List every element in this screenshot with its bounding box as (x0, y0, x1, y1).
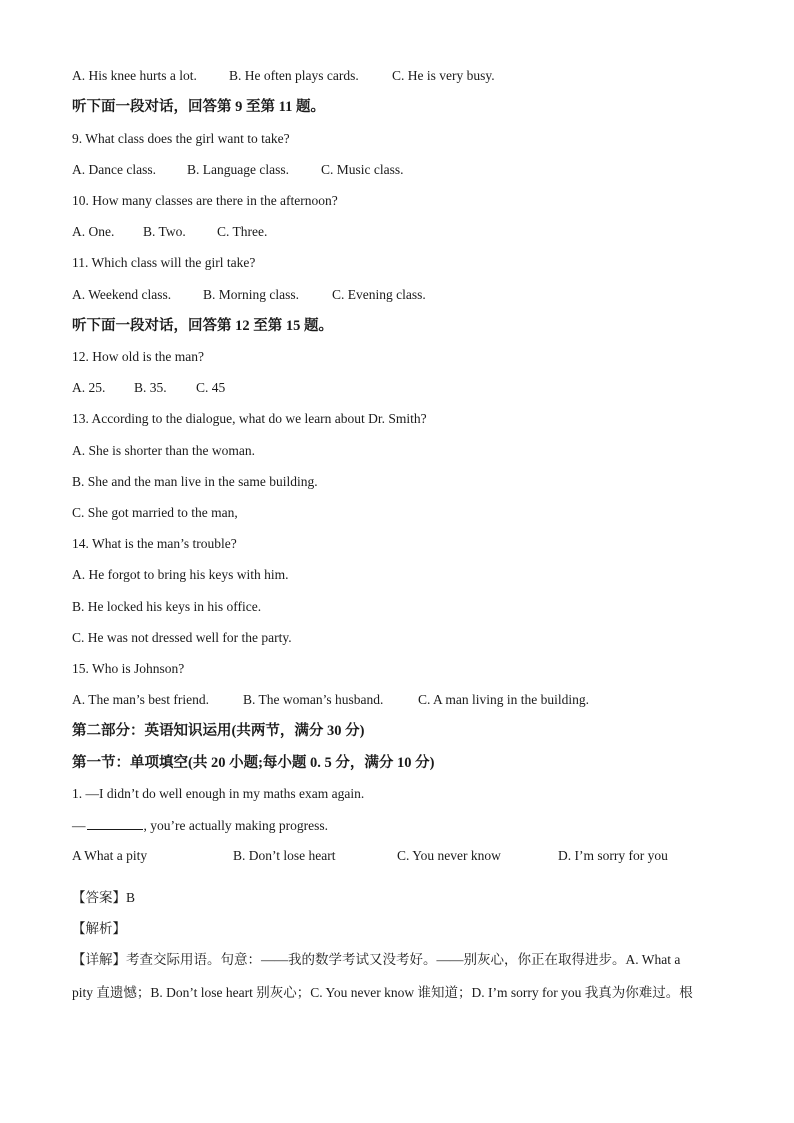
mcq1-option-c: C. You never know (397, 848, 501, 863)
q9-option-b: B. Language class. (187, 162, 289, 177)
answer-label: 【答案】 (72, 890, 126, 905)
q10-option-a: A. One. (72, 224, 115, 239)
q8-option-b: B. He often plays cards. (229, 68, 359, 83)
answer-value: B (126, 890, 136, 905)
q14-option-c: C. He was not dressed well for the party. (72, 630, 292, 645)
q13-option-a: A. She is shorter than the woman. (72, 443, 255, 458)
q10-stem: 10. How many classes are there in the afternoon? (72, 193, 338, 208)
q10-option-b: B. Two. (143, 224, 186, 239)
q13-option-b: B. She and the man live in the same building. (72, 474, 318, 489)
q9-option-a: A. Dance class. (72, 162, 156, 177)
q12-option-c: C. 45 (196, 380, 226, 395)
q10-option-c: C. Three. (217, 224, 268, 239)
q9-option-c: C. Music class. (321, 162, 404, 177)
q12-option-b: B. 35. (134, 380, 167, 395)
q12-option-a: A. 25. (72, 380, 106, 395)
q11-option-b: B. Morning class. (203, 287, 299, 302)
answer-blank (87, 816, 143, 830)
q11-option-a: A. Weekend class. (72, 287, 172, 302)
q13-stem: 13. According to the dialogue, what do we learn about Dr. Smith? (72, 411, 427, 426)
q14-option-b: B. He locked his keys in his office. (72, 599, 262, 614)
part2-heading: 第二部分：英语知识运用(共两节，满分 30 分) (72, 723, 365, 739)
q15-stem: 15. Who is Johnson? (72, 661, 185, 676)
q15-option-b: B. The woman’s husband. (243, 692, 384, 707)
mcq1-line2 (72, 816, 328, 835)
q11-option-c: C. Evening class. (332, 287, 426, 302)
mcq1-option-a: A What a pity (72, 848, 148, 863)
q8-option-c: C. He is very busy. (392, 68, 495, 83)
mcq1-line2-suffix: , you’re actually making progress. (143, 818, 328, 833)
mcq1-option-d: D. I’m sorry for you (558, 848, 668, 863)
q12-stem: 12. How old is the man? (72, 349, 204, 364)
q11-stem: 11. Which class will the girl take? (72, 255, 256, 270)
detail-text-1: 考查交际用语。句意：——我的数学考试又没考好。——别灰心，你正在取得进步。A. What a (126, 952, 681, 967)
q9-stem: 9. What class does the girl want to take? (72, 131, 290, 146)
q13-option-c: C. She got married to the man, (72, 505, 238, 520)
detail-line-2: pity 直遗憾；B. Don’t lose heart 别灰心；C. You never know 谁知道；D. I’m sorry for you 我真为你难过。根 (72, 985, 693, 1000)
dash: — (72, 818, 86, 833)
section1-heading: 第一节：单项填空(共 20 小题;每小题 0. 5 分，满分 10 分) (72, 755, 435, 771)
section-heading-9-11: 听下面一段对话，回答第 9 至第 11 题。 (72, 99, 325, 115)
detail-label: 【详解】 (72, 952, 126, 967)
analysis-label: 【解析】 (72, 921, 126, 936)
section-heading-12-15: 听下面一段对话，回答第 12 至第 15 题。 (72, 318, 333, 334)
q14-stem: 14. What is the man’s trouble? (72, 536, 237, 551)
q14-option-a: A. He forgot to bring his keys with him. (72, 567, 289, 582)
mcq1-option-b: B. Don’t lose heart (233, 848, 336, 863)
mcq1-line1: 1. —I didn’t do well enough in my maths exam again. (72, 786, 365, 801)
q15-option-c: C. A man living in the building. (418, 692, 590, 707)
q8-option-a: A. His knee hurts a lot. (72, 68, 197, 83)
answer-row (72, 889, 135, 907)
q15-option-a: A. The man’s best friend. (72, 692, 209, 707)
detail-line-1 (72, 951, 680, 969)
